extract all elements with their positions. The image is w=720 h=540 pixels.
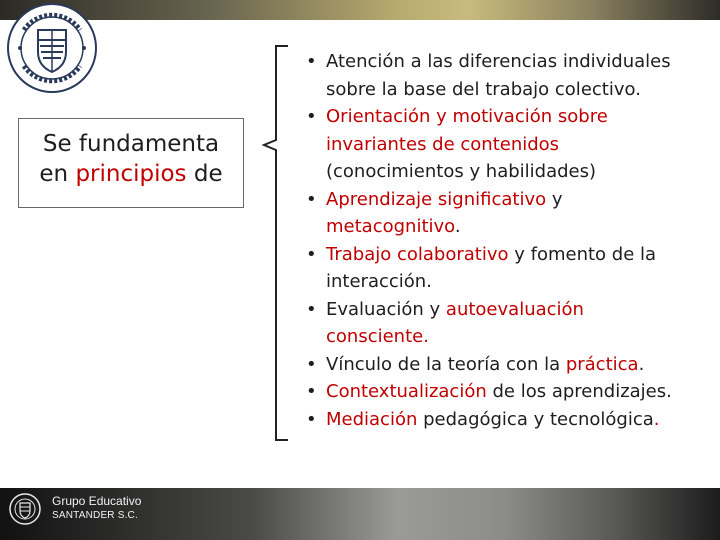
principle-highlight-text: consciente. (326, 326, 429, 347)
principles-list (306, 48, 710, 433)
principle-line (326, 186, 710, 214)
principle-line (326, 351, 710, 379)
topic-suffix: de (186, 161, 223, 187)
footer-org-name: Grupo Educativo (52, 494, 142, 508)
bullet-dot: • (306, 243, 317, 265)
principle-text: . (454, 216, 461, 237)
principle-highlight-text: metacognitivo (326, 216, 455, 237)
bullet-dot: • (306, 188, 317, 210)
topic-highlight: principios (75, 161, 187, 187)
principle-line (326, 378, 710, 406)
principle-text: interacción. (326, 271, 432, 292)
topic-box (18, 118, 244, 208)
bullet-dot: • (306, 51, 317, 72)
topic-prefix: en (39, 161, 76, 187)
bracket-shape (258, 44, 304, 444)
principle-line (326, 213, 710, 241)
footer-org-subtitle: SANTANDER S.C. (52, 510, 138, 521)
principle-highlight-text: práctica (565, 353, 639, 375)
principle-text: Atención a las diferencias individuales (326, 51, 671, 72)
principle-text: y fomento de la (508, 243, 657, 265)
principle-text: (conocimientos y habilidades) (326, 161, 597, 182)
principle-line (326, 323, 710, 351)
principle-highlight-text: Aprendizaje significativo (326, 188, 547, 210)
principle-highlight-text: invariantes de contenidos (326, 133, 560, 155)
header-bar (0, 0, 720, 20)
principle-highlight-text: . (653, 408, 660, 430)
university-seal-logo (6, 2, 98, 94)
principle-text: de los aprendizajes. (486, 381, 672, 402)
principle-text: Vínculo de la teoría con la (326, 353, 566, 375)
principle-text: pedagógica y tecnológica (423, 408, 654, 430)
principle-highlight-text: Trabajo colaborativo (326, 243, 509, 265)
principle-item (306, 296, 710, 351)
footer-seal-logo (8, 492, 42, 526)
principle-line (326, 296, 710, 324)
principle-text: Evaluación y (326, 298, 446, 320)
principle-item (306, 241, 710, 296)
bullet-dot: • (306, 381, 317, 402)
principle-highlight-text: Contextualización (326, 381, 487, 402)
principle-item (306, 48, 710, 103)
principle-line (326, 48, 710, 76)
principle-line (326, 131, 710, 159)
principle-item (306, 378, 710, 406)
principle-text: . (638, 353, 645, 375)
bullet-dot: • (306, 298, 317, 320)
principle-line (326, 158, 710, 186)
principle-text: y (546, 188, 563, 210)
principle-line (326, 76, 710, 104)
principle-highlight-text: autoevaluación (445, 298, 584, 320)
topic-line-2 (19, 160, 243, 188)
principle-item (306, 406, 710, 434)
principle-highlight-text: Mediación (326, 408, 424, 430)
bullet-dot: • (306, 408, 317, 430)
principle-line (326, 268, 710, 296)
principle-item (306, 103, 710, 186)
principle-item (306, 351, 710, 379)
principle-highlight-text: Orientación y motivación sobre (326, 106, 608, 127)
topic-line-1: Se fundamenta (42, 131, 220, 157)
principle-line (326, 241, 710, 269)
bullet-dot: • (306, 106, 317, 127)
principle-item (306, 186, 710, 241)
principle-line (326, 406, 710, 434)
principle-text: sobre la base del trabajo colectivo. (326, 78, 641, 100)
principle-line (326, 103, 710, 131)
bullet-dot: • (306, 353, 317, 375)
